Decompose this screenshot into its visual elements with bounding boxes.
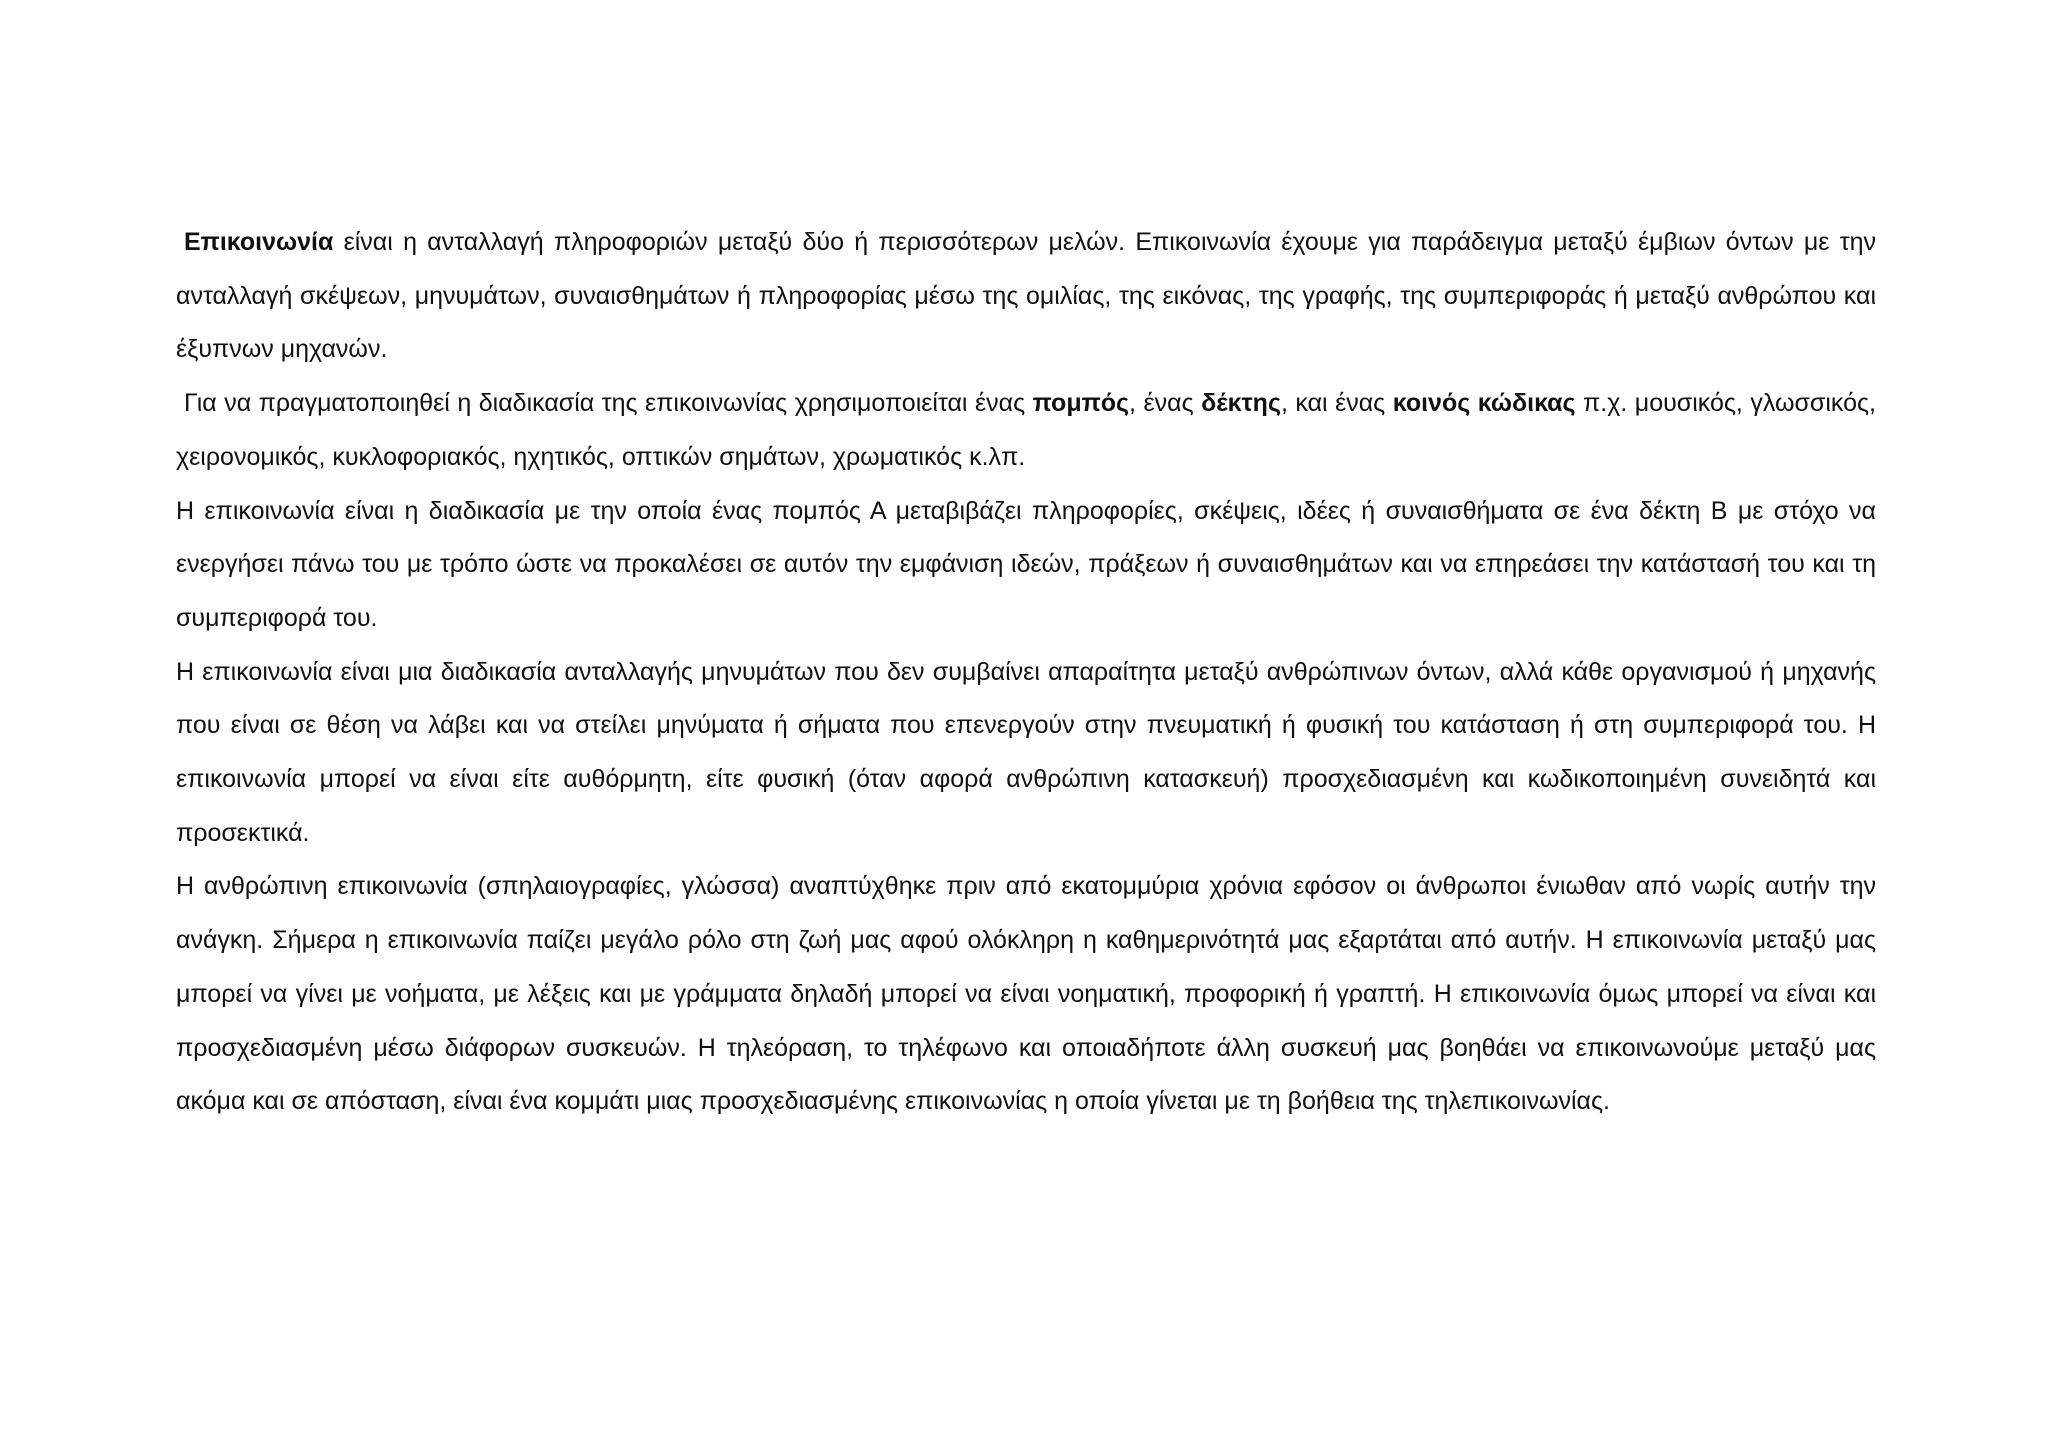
paragraph-exchange [176,646,1876,861]
paragraph-process [176,485,1876,646]
term-communication: Επικοινωνία [184,228,334,256]
document-body [176,216,1876,1129]
term-receiver: δέκτης [1201,389,1281,418]
paragraph-text: Η επικοινωνία είναι η διαδικασία με την οποία ένας πομπός Α μεταβιβάζει πληροφορίες, σκέψεις, ιδέες ή συναισθήματα σε ένα δέκτη Β με στόχο να ενεργήσει πάνω του με τρόπο ώστε να προκαλέσει σε αυτόν την εμφάνιση ιδεών, πράξεων ή συναισθημάτων και να επηρεάσει την κατάστασή του και τη συμπεριφορά του. [176,496,1876,632]
paragraph-text: είναι η ανταλλαγή πληροφοριών μεταξύ δύο ή περισσότερων μελών. Επικοινωνία έχουμε για παράδειγμα μεταξύ έμβιων όντων με την ανταλλαγή σκέψεων, μηνυμάτων, συναισθημάτων ή πληροφορίας μέσω της ομιλίας, της εικόνας, της γραφής, της συμπεριφοράς ή μεταξύ ανθρώπου και έξυπνων μηχανών. [176,228,1876,364]
term-common-code: κοινός κώδικας [1392,389,1576,418]
paragraph-text: Για να πραγματοποιηθεί η διαδικασία της επικοινωνίας χρησιμοποιείται ένας [184,389,1033,418]
paragraph-text: π.χ. μουσικός, γλωσσικός, χειρονομικός, κυκλοφοριακός, ηχητικός, οπτικών σημάτων, χρωματικός κ.λπ. [176,389,1876,471]
paragraph-human-communication [176,860,1876,1129]
paragraph-text: , και ένας [1280,389,1393,418]
term-sender: πομπός [1032,389,1130,418]
paragraph-components [176,377,1876,484]
paragraph-text: Η επικοινωνία είναι μια διαδικασία ανταλλαγής μηνυμάτων που δεν συμβαίνει απαραίτητα μεταξύ ανθρώπινων όντων, αλλά κάθε οργανισμού ή μηχανής που είναι σε θέση να λάβει και να στείλει μηνύματα ή σήματα που επενεργούν στην πνευματική ή φυσική του κατάσταση ή στη συμπεριφορά του. Η επικοινωνία μπορεί να είναι είτε αυθόρμητη, είτε φυσική (όταν αφορά ανθρώπινη κατασκευή) προσχεδιασμένη και κωδικοποιημένη συνειδητά και προσεκτικά. [176,657,1876,847]
paragraph-text: Η ανθρώπινη επικοινωνία (σπηλαιογραφίες, γλώσσα) αναπτύχθηκε πριν από εκατομμύρια χρόνια εφόσον οι άνθρωποι ένιωθαν από νωρίς αυτήν την ανάγκη. Σήμερα η επικοινωνία παίζει μεγάλο ρόλο στη ζωή μας αφού ολόκληρη η καθημερινότητά μας εξαρτάται από αυτήν. Η επικοινωνία μεταξύ μας μπορεί να γίνει με νοήματα, με λέξεις και με γράμματα δηλαδή μπορεί να είναι νοηματική, προφορική ή γραπτή. Η επικοινωνία όμως μπορεί να είναι και προσχεδιασμένη μέσω διάφορων συσκευών. Η τηλεόραση, το τηλέφωνο και οποιαδήποτε άλλη συσκευή μας βοηθάει να επικοινωνούμε μεταξύ μας ακόμα και σε απόσταση, είναι ένα κομμάτι μιας προσχεδιασμένης επικοινωνίας η οποία γίνεται με τη βοήθεια της τηλεπικοινωνίας. [176,872,1876,1116]
paragraph-text: , ένας [1129,389,1202,418]
paragraph-definition [176,216,1876,377]
